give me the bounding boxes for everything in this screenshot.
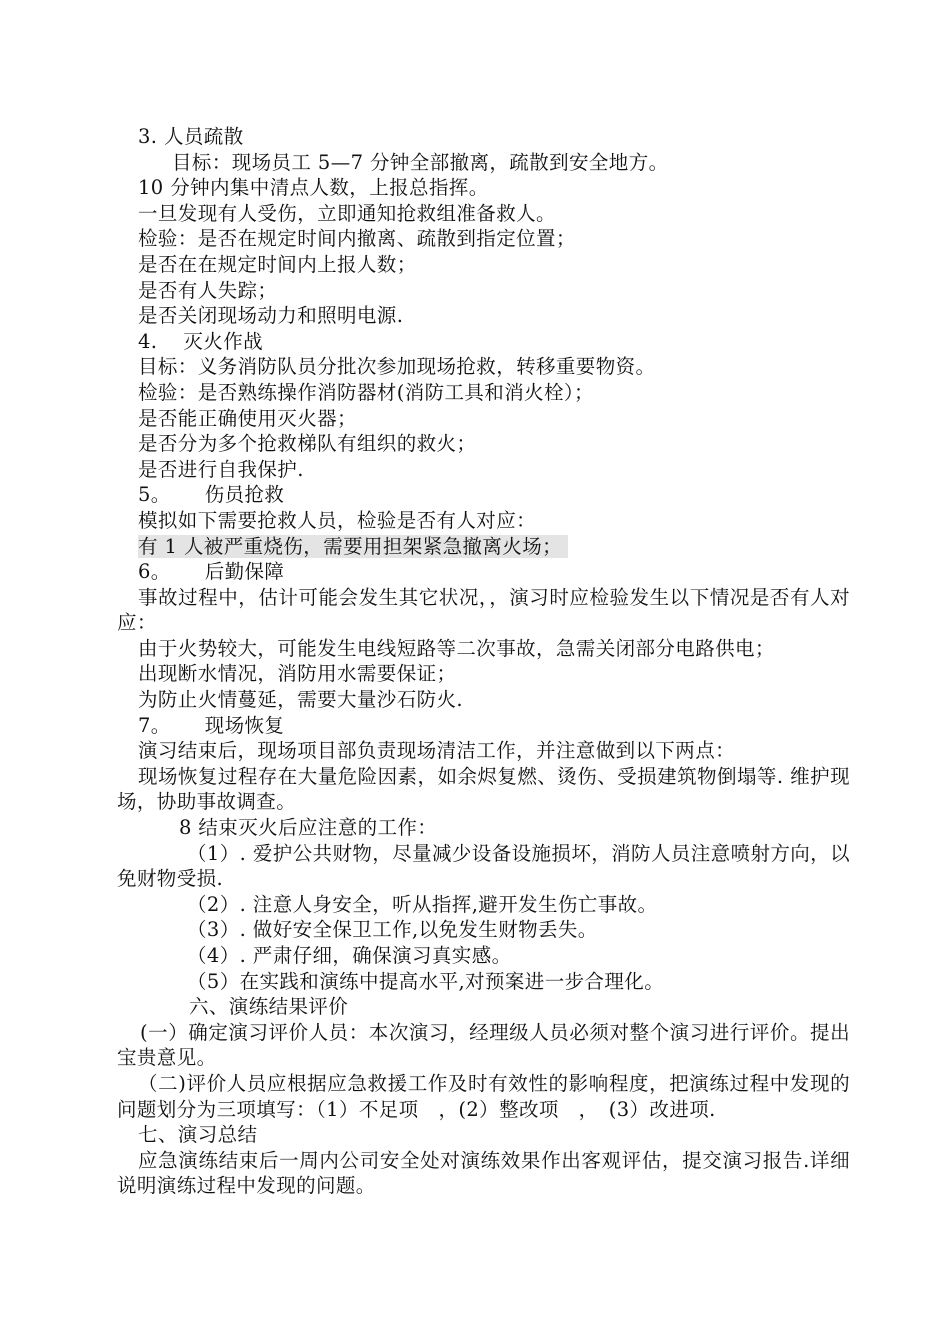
paragraph: 事故过程中，估计可能会发生其它状况，，演习时应检验发生以下情况是否有人对应： xyxy=(117,585,850,635)
section-number: 4. xyxy=(138,329,158,353)
paragraph: 由于火势较大，可能发生电线短路等二次事故，急需关闭部分电路供电； xyxy=(138,636,775,660)
section-heading-recovery xyxy=(117,713,850,739)
text-line: 模拟如下需要抢救人员，检验是否有人对应： xyxy=(138,508,537,532)
text-line: 目标：义务消防队员分批次参加现场抢救，转移重要物资。 xyxy=(138,355,656,379)
paragraph: 现场恢复过程存在大量危险因素，如余烬复燃、烫伤、受损建筑物倒塌等. 维护现场，协助事故调查。 xyxy=(117,764,850,814)
section-heading-evaluation: 六、演练结果评价 xyxy=(189,995,349,1019)
text-line: 是否有人失踪； xyxy=(138,278,278,302)
text-line: 检验：是否在规定时间内撤离、疏散到指定位置； xyxy=(138,227,576,251)
text-line: 为防止火情蔓延，需要大量沙石防火. xyxy=(138,688,463,712)
list-item: （5）在实践和演练中提高水平,对预案进一步合理化。 xyxy=(187,969,665,993)
section-number: 6。 xyxy=(138,560,171,584)
subheading: 8 结束灭火后应注意的工作： xyxy=(179,816,438,840)
text-line: 是否能正确使用灭火器； xyxy=(138,406,357,430)
paragraph: （二)评价人员应根据应急救援工作及时有效性的影响程度，把演练过程中发现的问题划分为三项填写：（1）不足项 ，(2）整改项 ， (3）改进项. xyxy=(117,1071,850,1121)
section-title: 灭火作战 xyxy=(183,329,264,353)
section-title: 现场恢复 xyxy=(204,713,285,737)
text-line: 一旦发现有人受伤，立即通知抢救组准备救人。 xyxy=(138,201,556,225)
section-number: 7。 xyxy=(138,713,171,737)
list-item: （2）. 注意人身安全，听从指挥,避开发生伤亡事故。 xyxy=(187,892,658,916)
text-line: 是否在在规定时间内上报人数； xyxy=(138,252,417,276)
highlight-text: 有 1 人被严重烧伤，需要用担架紧急撤离火场； xyxy=(138,535,568,558)
highlighted-line xyxy=(117,534,850,560)
text-line: 检验：是否熟练操作消防器材(消防工具和消火栓）； xyxy=(138,380,594,404)
section-heading-rescue xyxy=(117,482,850,508)
list-item: （4）. 严肃仔细，确保演习真实感。 xyxy=(187,944,512,967)
section-heading-evacuation: 3. 人员疏散 xyxy=(138,125,244,148)
paragraph: （1）. 爱护公共财物，尽量减少设备设施损坏，消防人员注意喷射方向，以免财物受损. xyxy=(117,841,850,891)
list-item: （3）. 做好安全保卫工作,以免发生财物丢失。 xyxy=(187,918,598,942)
paragraph: (一）确定演习评价人员：本次演习，经理级人员必须对整个演习进行评价。提出宝贵意见。 xyxy=(117,1020,850,1070)
section-title: 后勤保障 xyxy=(204,560,285,584)
text-line: 是否关闭现场动力和照明电源. xyxy=(138,304,404,328)
section-heading-logistics xyxy=(117,559,850,585)
text-line: 出现断水情况，消防用水需要保证； xyxy=(138,662,457,686)
section-number: 5。 xyxy=(138,483,171,507)
text-line: 演习结束后，现场项目部负责现场清洁工作，并注意做到以下两点： xyxy=(138,739,736,763)
document-page xyxy=(117,124,850,1199)
text-line: 目标：现场员工 5—7 分钟全部撤离，疏散到安全地方。 xyxy=(172,150,669,174)
text-line: 10 分钟内集中清点人数，上报总指挥。 xyxy=(138,176,489,200)
text-line: 是否分为多个抢救梯队有组织的救火； xyxy=(138,432,477,456)
text-line: 是否进行自我保护. xyxy=(138,457,304,481)
paragraph: 应急演练结束后一周内公司安全处对演练效果作出客观评估，提交演习报告.详细说明演练过程中发现的问题。 xyxy=(117,1148,850,1198)
section-title: 伤员抢救 xyxy=(204,483,285,507)
section-heading-firefighting xyxy=(117,329,850,355)
section-heading-summary: 七、演习总结 xyxy=(138,1123,258,1147)
